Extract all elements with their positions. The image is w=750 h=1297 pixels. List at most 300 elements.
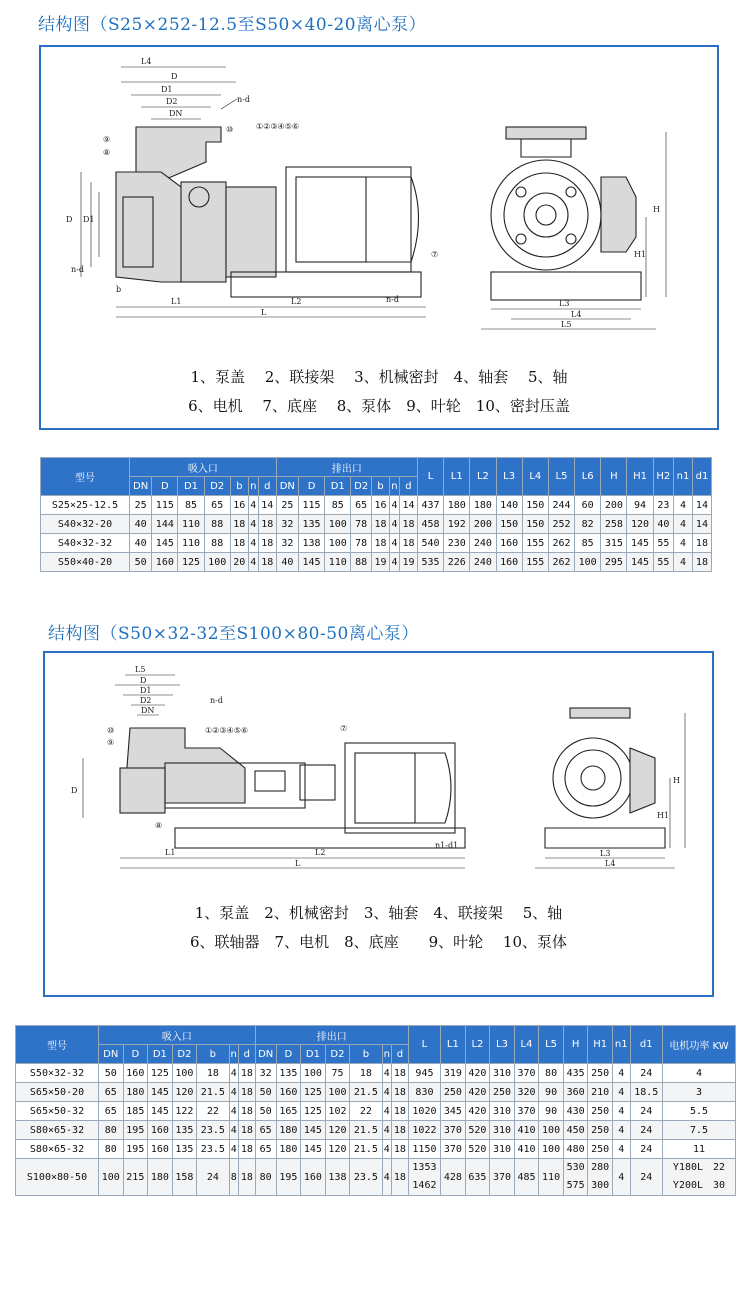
table-row xyxy=(16,1102,736,1121)
table-cell: 120 xyxy=(627,515,653,534)
table-cell: 55 xyxy=(653,553,673,572)
table-cell: 24 xyxy=(630,1121,662,1140)
table-cell: 410 xyxy=(514,1121,539,1140)
table-cell: 320 xyxy=(514,1083,539,1102)
section2-drawing-frame xyxy=(43,651,714,997)
table-cell: 370 xyxy=(490,1159,515,1196)
table-cell: S80×65-32 xyxy=(16,1121,99,1140)
table-cell: 88 xyxy=(204,515,230,534)
table-cell: 24 xyxy=(630,1064,662,1083)
table-cell: 160 xyxy=(276,1083,301,1102)
table-cell: 60 xyxy=(575,496,601,515)
table-cell: 370 xyxy=(441,1140,466,1159)
table-cell: 18.5 xyxy=(630,1083,662,1102)
table-cell: 410 xyxy=(514,1140,539,1159)
table-cell: 50 xyxy=(255,1083,276,1102)
col-subheader: D1 xyxy=(148,1045,173,1064)
table-cell: 4 xyxy=(612,1159,630,1196)
table-cell: 520 xyxy=(465,1140,490,1159)
table-cell: 94 xyxy=(627,496,653,515)
svg-text:⑧: ⑧ xyxy=(155,821,163,830)
table-cell: 150 xyxy=(522,515,548,534)
svg-text:⑩: ⑩ xyxy=(107,726,115,735)
col-header: L6 xyxy=(575,458,601,496)
table-cell: 180 xyxy=(444,496,470,515)
cell-line: 1462 xyxy=(412,1180,437,1191)
table-cell: 23 xyxy=(653,496,673,515)
table-cell: 310 xyxy=(490,1121,515,1140)
table-cell: 430 xyxy=(563,1102,588,1121)
table-cell: 24 xyxy=(630,1102,662,1121)
svg-text:D2: D2 xyxy=(166,97,178,106)
table-cell: 200 xyxy=(470,515,496,534)
table-cell: 18 xyxy=(238,1159,255,1196)
table-cell: 14 xyxy=(400,496,418,515)
svg-text:L5: L5 xyxy=(561,320,572,329)
table-cell: 4 xyxy=(248,534,258,553)
table-cell: 50 xyxy=(99,1064,124,1083)
table-cell: 4 xyxy=(612,1083,630,1102)
table-cell: 110 xyxy=(539,1159,564,1196)
section1-title: 结构图（S25×252-12.5至S50×40-20离心泵） xyxy=(38,15,427,35)
table-cell: 428 xyxy=(441,1159,466,1196)
table-cell: 40 xyxy=(130,534,152,553)
table-row xyxy=(16,1121,736,1140)
table-cell: 120 xyxy=(172,1083,197,1102)
table-cell: 18 xyxy=(350,1064,382,1083)
table-cell: 155 xyxy=(522,553,548,572)
col-subheader: n xyxy=(229,1045,238,1064)
table-row xyxy=(16,1064,736,1083)
table-cell: 180 xyxy=(148,1159,173,1196)
table-cell xyxy=(663,1159,736,1196)
table-cell: 4 xyxy=(389,553,399,572)
table-cell: 18 xyxy=(392,1121,409,1140)
table-cell: 120 xyxy=(325,1121,350,1140)
table-cell: 22 xyxy=(197,1102,229,1121)
table-cell: 14 xyxy=(692,515,711,534)
table-cell: 16 xyxy=(230,496,248,515)
table-cell: 345 xyxy=(441,1102,466,1121)
table-cell: 55 xyxy=(653,534,673,553)
table-cell: 240 xyxy=(470,553,496,572)
table-cell: 450 xyxy=(563,1121,588,1140)
col-header: H2 xyxy=(653,458,673,496)
table-cell: 90 xyxy=(539,1102,564,1121)
table-cell: 78 xyxy=(351,534,372,553)
table-cell: 18 xyxy=(372,515,390,534)
table-cell: S65×50-20 xyxy=(16,1083,99,1102)
svg-text:b: b xyxy=(116,285,122,294)
cell-line: 280 xyxy=(591,1162,610,1173)
inlet-header: 吸入口 xyxy=(99,1026,256,1045)
table-cell: 18 xyxy=(238,1064,255,1083)
table-cell: 250 xyxy=(490,1083,515,1102)
table-cell: 4 xyxy=(382,1064,391,1083)
table-cell: 4 xyxy=(674,534,693,553)
table-cell: 4 xyxy=(229,1083,238,1102)
svg-text:H1: H1 xyxy=(657,811,670,820)
col-subheader: DN xyxy=(130,477,152,496)
table-cell: 138 xyxy=(298,534,324,553)
col-header: L3 xyxy=(496,458,522,496)
col-subheader: D2 xyxy=(172,1045,197,1064)
col-subheader: n xyxy=(389,477,399,496)
svg-text:L1: L1 xyxy=(171,297,182,306)
table-cell: 50 xyxy=(255,1102,276,1121)
table-cell: 122 xyxy=(172,1102,197,1121)
table-cell: 535 xyxy=(417,553,443,572)
table-cell: 65 xyxy=(351,496,372,515)
svg-text:n-d: n-d xyxy=(71,265,84,274)
col-subheader: d xyxy=(258,477,276,496)
table-cell: 145 xyxy=(301,1140,326,1159)
table-cell: 4 xyxy=(389,515,399,534)
table-cell: 40 xyxy=(653,515,673,534)
table-cell: 135 xyxy=(298,515,324,534)
table-cell: 32 xyxy=(276,534,298,553)
table-cell: 110 xyxy=(325,553,351,572)
table-cell: 4 xyxy=(674,553,693,572)
table-cell: 200 xyxy=(601,496,627,515)
inlet-header: 吸入口 xyxy=(130,458,277,477)
parts-legend-line: 6、电机 7、底座 8、泵体 9、叶轮 10、密封压盖 xyxy=(188,397,570,415)
table-cell: 24 xyxy=(197,1159,229,1196)
table-cell: 40 xyxy=(276,553,298,572)
col-header: n1 xyxy=(612,1026,630,1064)
col-subheader: b xyxy=(230,477,248,496)
outlet-header: 排出口 xyxy=(276,458,417,477)
table-cell: 85 xyxy=(575,534,601,553)
table-cell: 100 xyxy=(539,1121,564,1140)
table-cell: 100 xyxy=(325,515,351,534)
svg-text:DN: DN xyxy=(141,706,155,715)
svg-text:L1: L1 xyxy=(165,848,176,857)
col-header: L2 xyxy=(465,1026,490,1064)
table-cell: 25 xyxy=(276,496,298,515)
table-cell: 21.5 xyxy=(197,1083,229,1102)
table-cell: 21.5 xyxy=(350,1083,382,1102)
svg-text:H: H xyxy=(673,776,680,785)
table-cell: 252 xyxy=(548,515,574,534)
table-cell: 158 xyxy=(172,1159,197,1196)
table-cell: 50 xyxy=(130,553,152,572)
svg-text:①②③④⑤⑥: ①②③④⑤⑥ xyxy=(256,122,300,131)
table-cell: 18 xyxy=(392,1064,409,1083)
table-cell: 125 xyxy=(148,1064,173,1083)
table-cell: 18 xyxy=(392,1102,409,1121)
table-cell: 310 xyxy=(490,1064,515,1083)
table-cell: 520 xyxy=(465,1121,490,1140)
col-subheader: D2 xyxy=(351,477,372,496)
svg-text:n-d: n-d xyxy=(210,696,223,705)
table-cell: 4 xyxy=(612,1064,630,1083)
table-cell: 18 xyxy=(692,534,711,553)
col-subheader: d xyxy=(238,1045,255,1064)
col-subheader: D2 xyxy=(204,477,230,496)
table-cell: 1150 xyxy=(408,1140,440,1159)
table-cell: 18 xyxy=(258,534,276,553)
table-cell: 185 xyxy=(123,1102,148,1121)
spec-table-2 xyxy=(15,1025,736,1196)
table-cell: 150 xyxy=(496,515,522,534)
table-cell: 4 xyxy=(248,496,258,515)
table-cell: 18 xyxy=(392,1140,409,1159)
svg-text:⑦: ⑦ xyxy=(340,724,348,733)
table-cell: S50×32-32 xyxy=(16,1064,99,1083)
pump-structure-drawing-1 xyxy=(41,47,717,347)
table-cell: 16 xyxy=(372,496,390,515)
table-cell: 18 xyxy=(372,534,390,553)
table-cell: 3 xyxy=(663,1083,736,1102)
svg-text:⑦: ⑦ xyxy=(431,250,439,259)
svg-text:L: L xyxy=(295,859,301,868)
table-cell: 20 xyxy=(230,553,248,572)
table-cell: 635 xyxy=(465,1159,490,1196)
model-header: 型号 xyxy=(16,1026,99,1064)
table-cell: 65 xyxy=(204,496,230,515)
table-cell: 4 xyxy=(248,515,258,534)
table-cell: 18 xyxy=(197,1064,229,1083)
col-header: L5 xyxy=(548,458,574,496)
table-cell xyxy=(588,1159,613,1196)
table-cell: 258 xyxy=(601,515,627,534)
col-subheader: b xyxy=(197,1045,229,1064)
table-cell: 230 xyxy=(444,534,470,553)
cell-line: Y180L 22 xyxy=(672,1162,726,1173)
table-cell: 360 xyxy=(563,1083,588,1102)
table-cell: 65 xyxy=(255,1121,276,1140)
col-header: H xyxy=(563,1026,588,1064)
svg-text:D1: D1 xyxy=(161,85,173,94)
table-cell: 180 xyxy=(276,1121,301,1140)
svg-text:L5: L5 xyxy=(135,665,146,674)
table-cell: 100 xyxy=(539,1140,564,1159)
col-header: L4 xyxy=(522,458,548,496)
svg-text:D1: D1 xyxy=(83,215,95,224)
svg-text:⑨: ⑨ xyxy=(103,135,111,144)
table-cell: 18 xyxy=(238,1140,255,1159)
table-cell: 240 xyxy=(470,534,496,553)
col-header: L5 xyxy=(539,1026,564,1064)
table-cell: 100 xyxy=(575,553,601,572)
col-header: L1 xyxy=(441,1026,466,1064)
svg-text:D2: D2 xyxy=(140,696,152,705)
table-cell: 145 xyxy=(148,1102,173,1121)
table-cell: 4 xyxy=(382,1159,391,1196)
svg-text:①②③④⑤⑥: ①②③④⑤⑥ xyxy=(205,726,249,735)
table-cell: 160 xyxy=(123,1064,148,1083)
table-cell: 18 xyxy=(692,553,711,572)
svg-text:L4: L4 xyxy=(605,859,616,868)
table-cell: 195 xyxy=(123,1121,148,1140)
table-cell: 115 xyxy=(152,496,178,515)
table-row xyxy=(41,553,712,572)
svg-text:⑩: ⑩ xyxy=(226,125,234,134)
table-cell: 14 xyxy=(692,496,711,515)
col-subheader: D2 xyxy=(325,1045,350,1064)
svg-text:n-d: n-d xyxy=(386,295,399,304)
table-cell: 370 xyxy=(514,1102,539,1121)
table-cell: 319 xyxy=(441,1064,466,1083)
table-cell: 4 xyxy=(663,1064,736,1083)
table-cell: 4 xyxy=(382,1121,391,1140)
table-cell: 11 xyxy=(663,1140,736,1159)
table-cell: 145 xyxy=(152,534,178,553)
table-cell: 125 xyxy=(178,553,204,572)
table-cell: 23.5 xyxy=(350,1159,382,1196)
col-subheader: DN xyxy=(276,477,298,496)
table-cell: 1020 xyxy=(408,1102,440,1121)
table-cell: 145 xyxy=(627,553,653,572)
table-cell: 435 xyxy=(563,1064,588,1083)
table-cell: 80 xyxy=(539,1064,564,1083)
parts-legend-line: 6、联轴器 7、电机 8、底座 9、叶轮 10、泵体 xyxy=(189,933,568,951)
section1-drawing-frame xyxy=(39,45,719,430)
table-cell: 315 xyxy=(601,534,627,553)
table-cell: 100 xyxy=(99,1159,124,1196)
table-cell: 88 xyxy=(351,553,372,572)
table-cell: 8 xyxy=(229,1159,238,1196)
table-row xyxy=(16,1083,736,1102)
table-cell: 4 xyxy=(389,534,399,553)
table-row xyxy=(16,1159,736,1196)
table-cell: 7.5 xyxy=(663,1121,736,1140)
table-cell: 18 xyxy=(238,1121,255,1140)
svg-text:n1-d1: n1-d1 xyxy=(435,841,459,850)
table-cell: 370 xyxy=(441,1121,466,1140)
section2-title: 结构图（S50×32-32至S100×80-50离心泵） xyxy=(48,624,419,644)
table-cell: 65 xyxy=(255,1140,276,1159)
col-subheader: D xyxy=(152,477,178,496)
table-cell: S50×40-20 xyxy=(41,553,130,572)
table-cell: 100 xyxy=(204,553,230,572)
table-cell: 100 xyxy=(301,1064,326,1083)
table-cell: 82 xyxy=(575,515,601,534)
table-cell: 420 xyxy=(465,1064,490,1083)
table-cell: 78 xyxy=(351,515,372,534)
table-cell: 485 xyxy=(514,1159,539,1196)
col-subheader: D1 xyxy=(178,477,204,496)
cell-line: Y200L 30 xyxy=(672,1180,726,1191)
table-cell: 160 xyxy=(148,1140,173,1159)
col-header: d1 xyxy=(692,458,711,496)
table-cell: 437 xyxy=(417,496,443,515)
table-cell: 226 xyxy=(444,553,470,572)
table-cell xyxy=(408,1159,440,1196)
table-cell: 32 xyxy=(276,515,298,534)
col-subheader: n xyxy=(248,477,258,496)
svg-text:D: D xyxy=(171,72,178,81)
col-header: H1 xyxy=(588,1026,613,1064)
svg-text:H1: H1 xyxy=(634,250,647,259)
svg-text:⑨: ⑨ xyxy=(107,738,115,747)
dim-label: L4 xyxy=(141,57,152,66)
table-cell: 370 xyxy=(514,1064,539,1083)
table-cell: S40×32-32 xyxy=(41,534,130,553)
table-cell: 80 xyxy=(99,1140,124,1159)
table-cell: 88 xyxy=(204,534,230,553)
col-header: L xyxy=(408,1026,440,1064)
table-cell: 180 xyxy=(276,1140,301,1159)
table-cell: 18 xyxy=(400,515,418,534)
table-cell: 125 xyxy=(301,1083,326,1102)
table-cell: 480 xyxy=(563,1140,588,1159)
table-cell: 192 xyxy=(444,515,470,534)
table-cell: 19 xyxy=(372,553,390,572)
table-cell: S65×50-32 xyxy=(16,1102,99,1121)
svg-text:n-d: n-d xyxy=(237,95,250,104)
col-header: L3 xyxy=(490,1026,515,1064)
table-cell: 830 xyxy=(408,1083,440,1102)
col-subheader: D1 xyxy=(301,1045,326,1064)
table-cell: 250 xyxy=(588,1102,613,1121)
table-cell: 40 xyxy=(130,515,152,534)
table-cell: 145 xyxy=(148,1083,173,1102)
table-cell: 160 xyxy=(496,534,522,553)
table-cell: 100 xyxy=(325,1083,350,1102)
svg-text:L4: L4 xyxy=(571,310,582,319)
col-header: L4 xyxy=(514,1026,539,1064)
svg-text:D1: D1 xyxy=(140,686,152,695)
table-cell: 18 xyxy=(238,1083,255,1102)
table-cell: 25 xyxy=(130,496,152,515)
parts-legend-line: 1、泵盖 2、机械密封 3、轴套 4、联接架 5、轴 xyxy=(194,904,563,922)
table-cell: 18 xyxy=(392,1083,409,1102)
table-row xyxy=(41,534,712,553)
svg-text:L: L xyxy=(261,308,267,317)
outlet-header: 排出口 xyxy=(255,1026,408,1045)
parts-legend-line: 1、泵盖 2、联接架 3、机械密封 4、轴套 5、轴 xyxy=(190,368,568,386)
table-cell: 110 xyxy=(178,534,204,553)
table-cell: 135 xyxy=(172,1121,197,1140)
table-cell: 4 xyxy=(229,1102,238,1121)
cell-line: 530 xyxy=(566,1162,585,1173)
table-cell: 135 xyxy=(276,1064,301,1083)
table-cell: 250 xyxy=(588,1140,613,1159)
table-cell: 310 xyxy=(490,1140,515,1159)
table-cell: 138 xyxy=(325,1159,350,1196)
table-row xyxy=(41,515,712,534)
table-cell: S40×32-20 xyxy=(41,515,130,534)
table-cell: 100 xyxy=(325,534,351,553)
table-cell: 4 xyxy=(229,1121,238,1140)
table-cell: 310 xyxy=(490,1102,515,1121)
col-subheader: d xyxy=(392,1045,409,1064)
col-subheader: D xyxy=(123,1045,148,1064)
table-cell: 135 xyxy=(172,1140,197,1159)
table-cell: 195 xyxy=(123,1140,148,1159)
svg-text:D: D xyxy=(66,215,73,224)
cell-line: 1353 xyxy=(412,1162,437,1173)
table-cell: 420 xyxy=(465,1102,490,1121)
table-cell: 4 xyxy=(229,1064,238,1083)
table-cell: 14 xyxy=(258,496,276,515)
col-header: d1 xyxy=(630,1026,662,1064)
table-cell: 180 xyxy=(470,496,496,515)
table-cell: 540 xyxy=(417,534,443,553)
svg-text:⑧: ⑧ xyxy=(103,148,111,157)
table-cell: S25×25-12.5 xyxy=(41,496,130,515)
table-cell: 5.5 xyxy=(663,1102,736,1121)
table-cell: 102 xyxy=(325,1102,350,1121)
table-cell: 80 xyxy=(99,1121,124,1140)
table-cell: 4 xyxy=(612,1121,630,1140)
table-cell: 165 xyxy=(276,1102,301,1121)
cell-line: 575 xyxy=(566,1180,585,1191)
table-cell: 18 xyxy=(258,553,276,572)
col-header: L2 xyxy=(470,458,496,496)
